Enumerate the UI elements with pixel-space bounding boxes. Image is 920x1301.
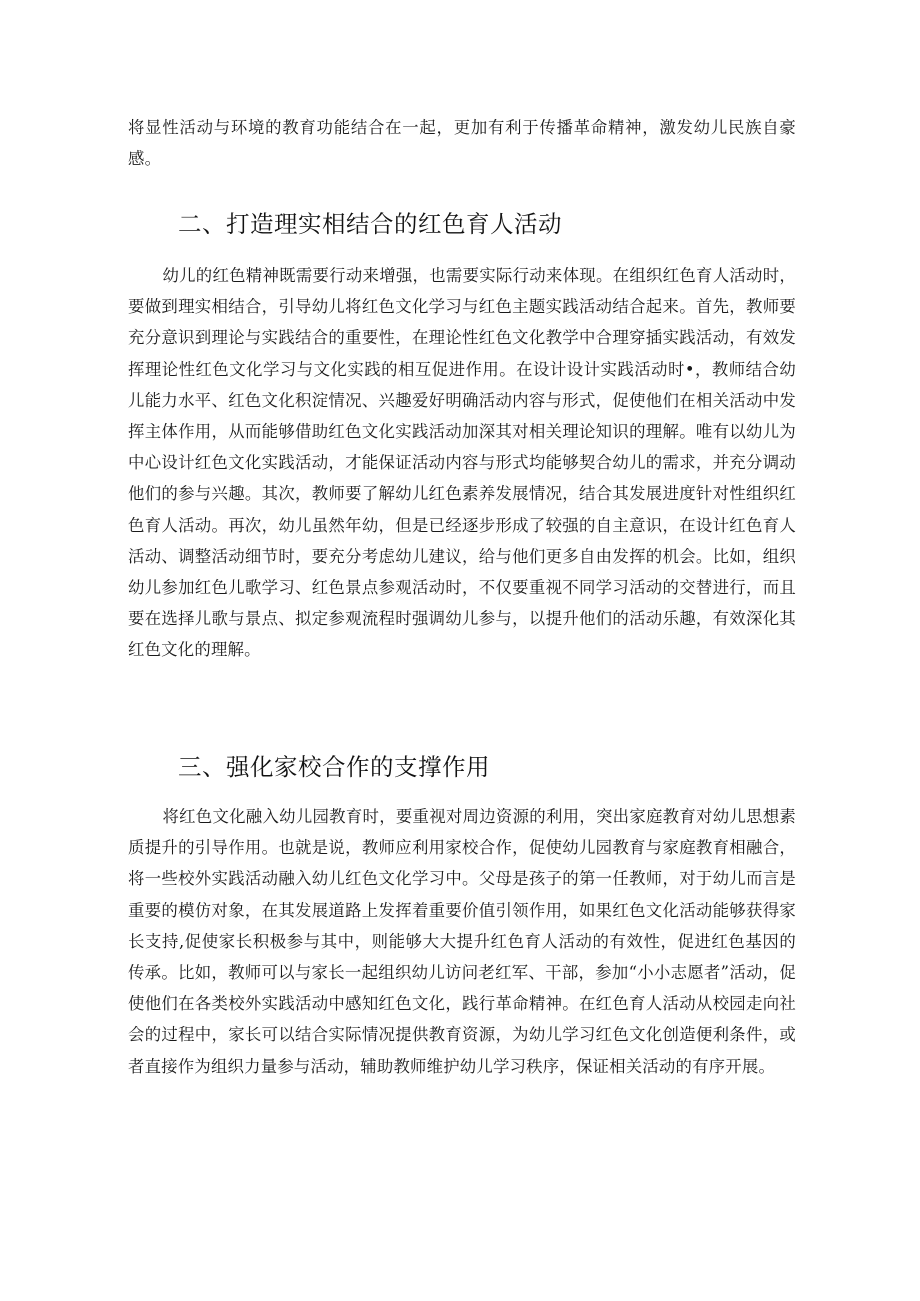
intro-paragraph: 将显性活动与环境的教育功能结合在一起，更加有利于传播革命精神，激发幼儿民族自豪感。 xyxy=(128,118,796,169)
section-two-paragraph: 幼儿的红色精神既需要行动来增强，也需要实际行动来体现。在组织红色育人活动时，要做到理实相结合，引导幼儿将红色文化学习与红色主题实践活动结合起来。首先，教师要充分意识到理论与实践结合的重要性，在理论性红色文化教学中合理穿插实践活动，有效发挥理论性红色文化学习与文化实践的相互促进作用。在设计设计实践活动时•，教师结合幼儿能力水平、红色文化积淀情况、兴趣爱好明确活动内容与形式，促使他们在相关活动中发挥主体作用，从而能够借助红色文化实践活动加深其对相关理论知识的理解。唯有以幼儿为中心设计红色文化实践活动，才能保证活动内容与形式均能够契合幼儿的需求，并充分调动他们的参与兴趣。其次，教师要了解幼儿红色素养发展情况，结合其发展进度针对性组织红色育人活动。再次，幼儿虽然年幼，但是已经逐步形成了较强的自主意识，在设计红色育人活动、调整活动细节时，要充分考虑幼儿建议，给与他们更多自由发挥的机会。比如，组织幼儿参加红色儿歌学习、红色景点参观活动时，不仅要重视不同学习活动的交替进行，而且要在选择儿歌与景点、拟定参观流程时强调幼儿参与，以提升他们的活动乐趣，有效深化其红色文化的理解。 xyxy=(128,266,796,660)
section-three-heading: 三、强化家校合作的支撑作用 xyxy=(178,753,490,781)
section-two-heading: 二、打造理实相结合的红色育人活动 xyxy=(178,210,562,238)
section-three-paragraph: 将红色文化融入幼儿园教育时，要重视对周边资源的利用，突出家庭教育对幼儿思想素质提升的引导作用。也就是说，教师应利用家校合作，促使幼儿园教育与家庭教育相融合，将一些校外实践活动融入幼儿红色文化学习中。父母是孩子的第一任教师，对于幼儿而言是重要的模仿对象，在其发展道路上发挥着重要价值引领作用，如果红色文化活动能够获得家长支持,促使家长积极参与其中，则能够大大提升红色育人活动的有效性，促进红色基因的传承。比如，教师可以与家长一起组织幼儿访问老红军、干部，参加“小小志愿者”活动，促使他们在各类校外实践活动中感知红色文化，践行革命精神。在红色育人活动从校园走向社会的过程中，家长可以结合实际情况提供教育资源，为幼儿学习红色文化创造便利条件，或者直接作为组织力量参与活动，辅助教师维护幼儿学习秩序，保证相关活动的有序开展。 xyxy=(128,807,796,1076)
